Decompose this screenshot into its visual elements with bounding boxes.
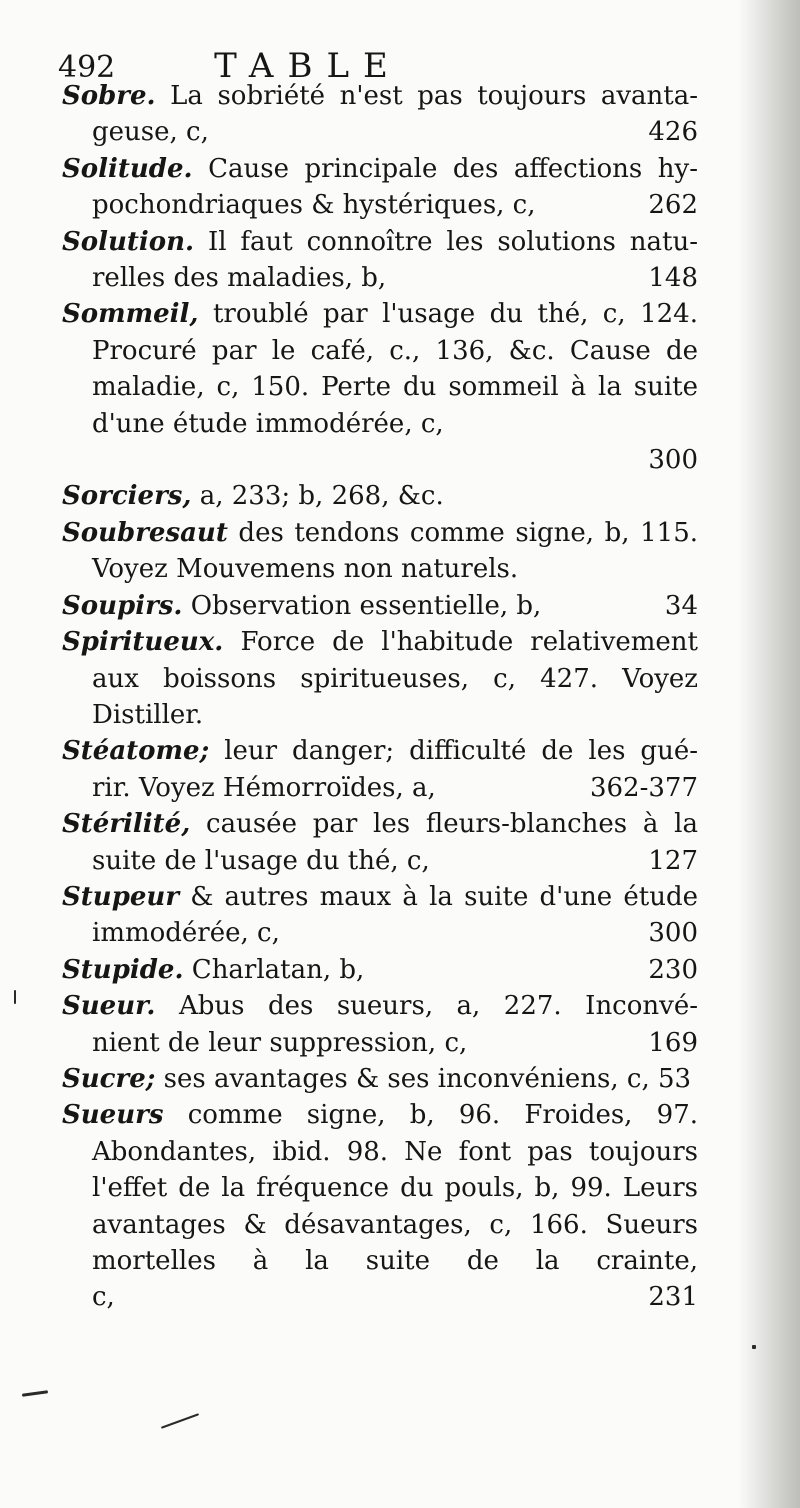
entry-page-ref: 231 (648, 1282, 698, 1313)
entry-text: des tendons comme signe, b, 115. Voyez Mouvemens non naturels. (92, 517, 699, 585)
entry-headword: Sueurs (62, 1100, 164, 1131)
page-number: 492 (58, 50, 116, 85)
index-entry-stupeur (62, 879, 698, 915)
entry-page-ref: 300 (648, 918, 698, 949)
entry-page-ref: 426 (648, 117, 698, 148)
entry-headword: Sobre. (62, 81, 156, 111)
entry-continuation (62, 187, 698, 223)
index-entry-solitude (62, 151, 698, 187)
entry-text-cont: geuse, c, (92, 117, 209, 148)
entry-continuation (62, 114, 698, 150)
entry-headword: Soupirs. (62, 590, 183, 621)
entry-text-cont: relles des maladies, b, (92, 263, 387, 294)
entry-text: ses avantages & ses inconvéniens, c, 53 (163, 1063, 692, 1094)
entry-headword: Sucre; (62, 1063, 156, 1094)
index-entry-stupide (62, 952, 698, 988)
index-entry-solution (62, 224, 698, 260)
index-entry-sterilite (62, 806, 698, 842)
index-entries (62, 78, 698, 1316)
entry-text: Cause principale des affections hy- (208, 153, 698, 184)
entry-text-cont: immodérée, c, (92, 918, 280, 949)
entry-text: & autres maux à la suite d'une étude (190, 881, 698, 912)
entry-headword: Spiritueux. (62, 627, 224, 658)
index-entry-sueur (62, 988, 698, 1024)
entry-headword: Solitude. (62, 153, 193, 184)
index-entry-sommeil (62, 296, 698, 442)
entry-headword: Solution. (62, 226, 195, 257)
index-entry-steatome (62, 733, 698, 769)
entry-text: Observation essentielle, b, (190, 590, 542, 621)
page-gutter-shadow (738, 0, 800, 1508)
scan-speck (14, 990, 16, 1004)
entry-page-ref: 300 (648, 445, 698, 476)
entry-headword: Stupeur (62, 881, 180, 912)
index-entry-sueurs (62, 1097, 698, 1279)
entry-text: causée par les fleurs-blanches à la (206, 809, 698, 840)
index-entry-spiritueux (62, 624, 698, 733)
entry-page-ref: 262 (648, 190, 698, 221)
entry-headword: Stérilité, (62, 809, 191, 840)
index-entry-sucre (62, 1061, 698, 1097)
entry-page-ref: 362-377 (589, 772, 698, 803)
entry-headword: Stéatome; (62, 736, 210, 767)
entry-text-cont: c, (92, 1282, 115, 1313)
scan-speck (22, 1390, 48, 1397)
entry-continuation (62, 915, 698, 951)
entry-text: Abus des sueurs, a, 227. Inconvé- (178, 991, 699, 1022)
entry-text-cont: nient de leur suppression, c, (92, 1027, 468, 1058)
entry-continuation (62, 442, 698, 478)
entry-text: leur danger; difficulté de les gué- (224, 736, 698, 767)
entry-headword: Stupide. (62, 954, 184, 985)
entry-continuation (62, 1025, 698, 1061)
entry-headword: Sommeil, (62, 299, 199, 330)
entry-text: Charlatan, b, (191, 954, 365, 985)
entry-text: comme signe, b, 96. Froides, 97. Abondantes, ibid. 98. Ne font pas toujours l'effet de la fréquence du pouls, b, 99. Leurs avantages & désavantages, c, 166. Sueurs mortelles à la suite de la crainte, (92, 1100, 699, 1276)
entry-text: Force de l'habitude relativement aux boissons spiritueuses, c, 427. Voyez Distiller. (92, 627, 699, 730)
entry-page-ref: 230 (648, 954, 698, 985)
scan-speck (161, 1413, 199, 1429)
index-entry-soupirs (62, 588, 698, 624)
entry-page-ref: 148 (648, 263, 698, 294)
entry-text: Il faut connoître les solutions natu- (207, 226, 698, 257)
index-entry-sorciers (62, 478, 698, 514)
entry-page-ref: 127 (648, 845, 698, 876)
entry-text-cont: suite de l'usage du thé, c, (92, 845, 430, 876)
entry-headword: Sueur. (62, 991, 156, 1022)
entry-text: a, 233; b, 268, &c. (199, 481, 444, 512)
entry-text: La sobriété n'est pas toujours avanta- (170, 81, 698, 111)
entry-page-ref: 169 (648, 1027, 698, 1058)
entry-text-cont: rir. Voyez Hémorroïdes, a, (92, 772, 436, 803)
entry-continuation (62, 1279, 698, 1315)
entry-headword: Sorciers, (62, 481, 192, 512)
entry-continuation (62, 770, 698, 806)
entry-text-cont: pochondriaques & hystériques, c, (92, 190, 536, 221)
entry-headword: Soubresaut (62, 517, 228, 548)
page-title: TABLE (214, 46, 402, 86)
entry-continuation (62, 260, 698, 296)
entry-continuation (62, 843, 698, 879)
entry-text: troublé par l'usage du thé, c, 124. Procuré par le café, c., 136, &c. Cause de maladie, c, 150. Perte du sommeil à la suite d'une étude immodérée, c, (92, 299, 698, 439)
index-entry-sobre (62, 78, 698, 114)
entry-page-ref: 34 (664, 590, 698, 621)
scan-speck (752, 1345, 756, 1349)
index-entry-soubresaut (62, 515, 698, 588)
